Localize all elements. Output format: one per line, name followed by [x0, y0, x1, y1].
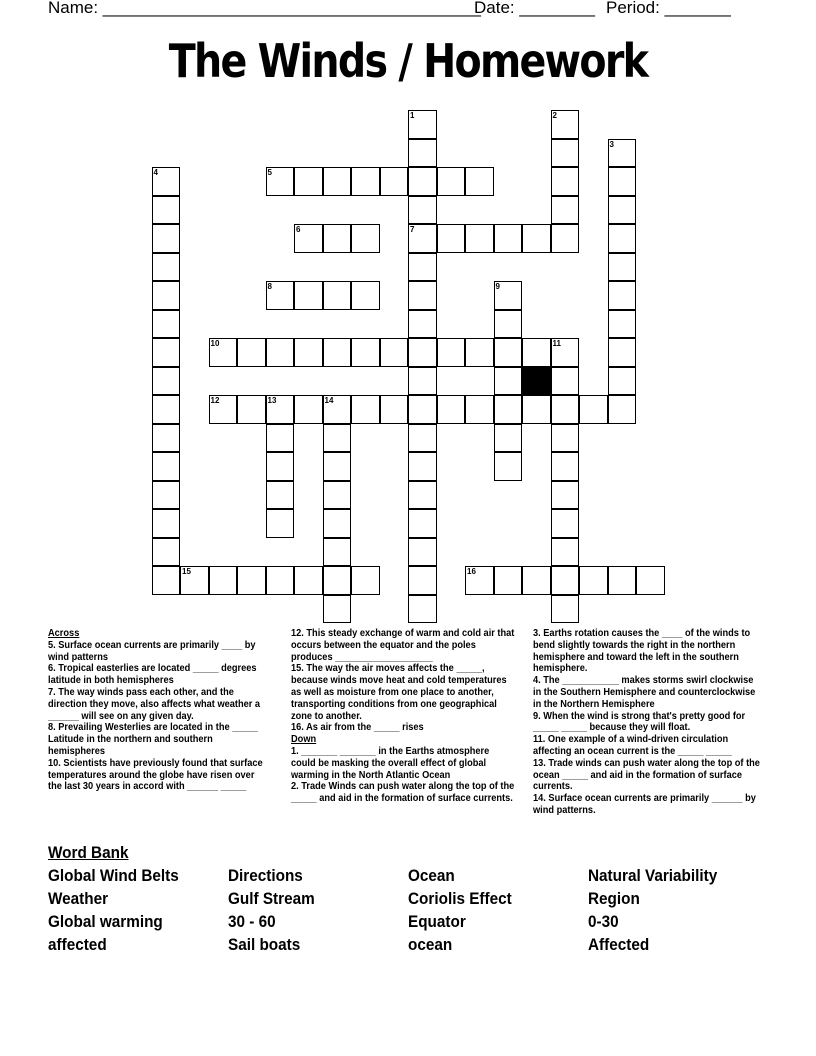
crossword-cell[interactable] — [408, 367, 437, 396]
clue-number: 8 — [267, 282, 272, 291]
crossword-cell[interactable] — [608, 167, 637, 196]
word-bank-item: Directions — [228, 866, 303, 885]
word-bank-item: Coriolis Effect — [408, 889, 512, 908]
clue-number: 12 — [210, 396, 220, 405]
crossword-cell[interactable] — [152, 452, 181, 481]
period-field[interactable]: Period: _______ — [606, 0, 731, 17]
across-heading: Across — [48, 627, 80, 639]
crossword-cell[interactable] — [294, 338, 323, 367]
crossword-cell[interactable] — [408, 481, 437, 510]
crossword-cell[interactable] — [152, 481, 181, 510]
crossword-cell[interactable] — [323, 566, 352, 595]
clue-number: 3 — [609, 139, 614, 149]
crossword-cell[interactable] — [608, 338, 637, 367]
crossword-cell[interactable] — [323, 281, 352, 310]
crossword-cell[interactable] — [608, 224, 637, 253]
clue-number: 2 — [552, 111, 557, 120]
clues-column-1 — [48, 628, 264, 793]
clue-number: 11 — [552, 339, 561, 348]
crossword-cell[interactable] — [494, 424, 523, 453]
clue-down-11: 11. One example of a wind-driven circulation affecting an ocean current is the _____ _____ — [533, 733, 732, 757]
crossword-cell[interactable] — [608, 196, 637, 225]
crossword-cell[interactable] — [494, 338, 523, 367]
crossword-cell[interactable] — [152, 367, 181, 396]
crossword-cell[interactable] — [323, 595, 352, 624]
clue-across-12: 12. This steady exchange of warm and cold air that occurs between the equator and the poles produces ___________________ — [291, 627, 515, 663]
crossword-cell[interactable] — [551, 196, 580, 225]
crossword-cell[interactable] — [494, 224, 523, 253]
clue-across-5: 5. Surface ocean currents are primarily ____ by wind patterns — [48, 638, 256, 663]
word-bank-item: Ocean — [408, 866, 455, 885]
crossword-cell[interactable] — [209, 566, 238, 595]
word-bank-item: Global warming — [48, 912, 163, 931]
crossword-cell[interactable] — [579, 395, 608, 424]
crossword-cell[interactable] — [152, 253, 181, 282]
clue-number: 5 — [267, 168, 272, 177]
clue-across-15: 15. The way the air moves affects the _____, because winds move heat and cold temperatures as well as moisture from one place to another, transporting conditions from one geographical zone to another. — [291, 662, 507, 722]
crossword-cell[interactable] — [551, 395, 580, 424]
down-heading: Down — [291, 733, 317, 746]
crossword-cell[interactable] — [323, 538, 352, 567]
crossword-cell[interactable] — [551, 424, 580, 453]
crossword-cell[interactable] — [465, 224, 494, 253]
crossword-cell[interactable] — [522, 566, 551, 595]
crossword-cell[interactable] — [437, 338, 466, 367]
crossword-black-square — [522, 367, 551, 396]
clue-down-13: 13. Trade winds can push water along the top of the ocean _____ and aid in the formation of surface currents. — [533, 756, 760, 793]
crossword-cell[interactable] — [551, 452, 580, 481]
clue-number: 16 — [467, 567, 476, 576]
crossword-cell[interactable] — [551, 367, 580, 396]
crossword-cell[interactable] — [323, 167, 352, 196]
word-bank-item: Affected — [588, 935, 650, 954]
crossword-cell[interactable] — [551, 538, 580, 567]
crossword-cell[interactable] — [152, 281, 181, 310]
clue-across-8: 8. Prevailing Westerlies are located in the _____ Latitude in the northern and southern hemispheres — [48, 721, 258, 757]
crossword-cell[interactable] — [494, 310, 523, 339]
crossword-cell[interactable] — [408, 424, 437, 453]
crossword-cell[interactable] — [380, 395, 409, 424]
crossword-cell[interactable] — [294, 395, 323, 424]
clue-down-2: 2. Trade Winds can push water along the top of the _____ and aid in the formation of surface currents. — [291, 780, 515, 805]
crossword-cell[interactable] — [408, 253, 437, 282]
crossword-cell[interactable] — [323, 424, 352, 453]
clue-number: 15 — [182, 567, 191, 576]
crossword-cell[interactable] — [408, 196, 437, 225]
crossword-cell[interactable] — [266, 566, 295, 595]
clue-number: 7 — [410, 225, 415, 234]
crossword-cell[interactable] — [408, 310, 437, 339]
crossword-cell[interactable] — [237, 338, 266, 367]
crossword-cell[interactable] — [636, 566, 665, 595]
crossword-cell[interactable] — [237, 395, 266, 424]
clue-across-6: 6. Tropical easterlies are located _____ degrees latitude in both hemispheres — [48, 662, 257, 687]
crossword-cell[interactable] — [294, 566, 323, 595]
crossword-cell[interactable] — [152, 538, 181, 567]
clue-number: 13 — [267, 396, 277, 405]
crossword-cell[interactable] — [152, 310, 181, 339]
clue-number: 6 — [296, 225, 301, 234]
crossword-cell[interactable] — [608, 395, 637, 424]
crossword-cell[interactable] — [551, 481, 580, 510]
crossword-cell[interactable] — [323, 224, 352, 253]
crossword-cell[interactable] — [266, 452, 295, 481]
clue-number: 9 — [495, 282, 500, 291]
crossword-cell[interactable] — [465, 338, 494, 367]
crossword-cell[interactable] — [351, 395, 380, 424]
crossword-cell[interactable] — [551, 566, 580, 595]
word-bank-item: 0-30 — [588, 912, 619, 931]
crossword-cell[interactable] — [608, 310, 637, 339]
crossword-cell[interactable] — [494, 566, 523, 595]
crossword-cell[interactable] — [408, 452, 437, 481]
crossword-cell[interactable] — [465, 395, 494, 424]
clue-across-16: 16. As air from the _____ rises — [291, 721, 424, 734]
word-bank-item: Gulf Stream — [228, 889, 315, 908]
crossword-cell[interactable] — [351, 281, 380, 310]
page-title: The Winds / Homework — [168, 34, 648, 88]
crossword-cell[interactable] — [494, 395, 523, 424]
crossword-cell[interactable] — [408, 139, 437, 168]
crossword-cell[interactable] — [266, 424, 295, 453]
crossword-cell[interactable] — [551, 595, 580, 624]
crossword-cell[interactable] — [408, 538, 437, 567]
crossword-cell[interactable] — [551, 509, 580, 538]
clue-number: 1 — [410, 111, 415, 120]
word-bank-item: affected — [48, 935, 107, 954]
clue-number: 10 — [210, 339, 220, 348]
word-bank-item: Weather — [48, 889, 109, 908]
crossword-cell[interactable] — [323, 481, 352, 510]
crossword-cell[interactable] — [266, 509, 295, 538]
clue-number: 14 — [324, 396, 334, 405]
crossword-cell[interactable] — [522, 395, 551, 424]
crossword-cell[interactable] — [608, 367, 637, 396]
clue-down-14: 14. Surface ocean currents are primarily ______ by wind patterns. — [533, 792, 756, 816]
crossword-cell[interactable] — [408, 595, 437, 624]
crossword-cell[interactable] — [608, 566, 637, 595]
crossword-cell[interactable] — [408, 395, 437, 424]
crossword-cell[interactable] — [152, 224, 181, 253]
word-bank-item: Region — [588, 889, 640, 908]
date-field[interactable]: Date: ________ — [474, 0, 595, 17]
crossword-cell[interactable] — [294, 281, 323, 310]
crossword-cell[interactable] — [351, 224, 380, 253]
crossword-cell[interactable] — [551, 167, 580, 196]
crossword-cell[interactable] — [608, 281, 637, 310]
crossword-cell[interactable] — [351, 338, 380, 367]
clue-across-10: 10. Scientists have previously found that surface temperatures around the globe have risen over the last 30 years in accord with ______ _____ — [48, 756, 263, 793]
word-bank-heading: Word Bank — [48, 843, 129, 862]
crossword-cell[interactable] — [465, 167, 494, 196]
clues-column-2 — [291, 628, 515, 805]
crossword-cell[interactable] — [408, 338, 437, 367]
crossword-cell[interactable] — [152, 424, 181, 453]
clue-across-7: 7. The way winds pass each other, and the direction they move, also affects what weather a ______ will see on any given day. — [48, 685, 261, 722]
crossword-cell[interactable] — [522, 338, 551, 367]
crossword-cell[interactable] — [323, 509, 352, 538]
clues-column-3 — [533, 628, 762, 817]
crossword-cell[interactable] — [323, 452, 352, 481]
crossword-cell[interactable] — [237, 566, 266, 595]
clue-down-3: 3. Earths rotation causes the ____ of the winds to bend slightly towards the right in the northern hemisphere and toward the left in the southern hemisphere. — [533, 627, 751, 675]
crossword-cell[interactable] — [152, 395, 181, 424]
crossword-cell[interactable] — [152, 338, 181, 367]
word-bank-item: Global Wind Belts — [48, 866, 179, 885]
crossword-cell[interactable] — [551, 139, 580, 168]
crossword-cell[interactable] — [266, 338, 295, 367]
crossword-cell[interactable] — [152, 196, 181, 225]
word-bank-item: 30 - 60 — [228, 912, 276, 931]
crossword-cell[interactable] — [437, 395, 466, 424]
word-bank-item: Sail boats — [228, 935, 301, 954]
crossword-cell[interactable] — [437, 167, 466, 196]
crossword-cell[interactable] — [408, 509, 437, 538]
crossword-cell[interactable] — [408, 566, 437, 595]
crossword-cell[interactable] — [579, 566, 608, 595]
crossword-cell[interactable] — [494, 452, 523, 481]
crossword-cell[interactable] — [152, 566, 181, 595]
clue-down-4: 4. The ___________ makes storms swirl clockwise in the Southern Hemisphere and counterclockwise in the Northern Hemisphere — [533, 674, 756, 710]
word-bank-item: ocean — [408, 935, 453, 954]
crossword-cell[interactable] — [437, 224, 466, 253]
crossword-cell[interactable] — [551, 224, 580, 253]
crossword-cell[interactable] — [380, 338, 409, 367]
crossword-cell[interactable] — [323, 338, 352, 367]
crossword-cell[interactable] — [294, 167, 323, 196]
name-field[interactable]: Name: ________________________________________ — [48, 0, 481, 17]
crossword-cell[interactable] — [408, 167, 437, 196]
crossword-cell[interactable] — [351, 167, 380, 196]
crossword-cell[interactable] — [408, 281, 437, 310]
word-bank-item: Equator — [408, 912, 466, 931]
crossword-cell[interactable] — [494, 367, 523, 396]
crossword-cell[interactable] — [608, 253, 637, 282]
clue-number: 4 — [153, 168, 158, 177]
clue-down-1: 1. _______ _______ in the Earths atmosphere could be masking the overall effect of global warming in the North Atlantic Ocean — [291, 744, 490, 781]
crossword-cell[interactable] — [522, 224, 551, 253]
clue-down-9: 9. When the wind is strong that's pretty good for _____ _____ because they will float. — [533, 709, 746, 734]
crossword-cell[interactable] — [380, 167, 409, 196]
crossword-cell[interactable] — [152, 509, 181, 538]
word-bank-item: Natural Variability — [588, 866, 718, 885]
crossword-cell[interactable] — [351, 566, 380, 595]
crossword-cell[interactable] — [266, 481, 295, 510]
